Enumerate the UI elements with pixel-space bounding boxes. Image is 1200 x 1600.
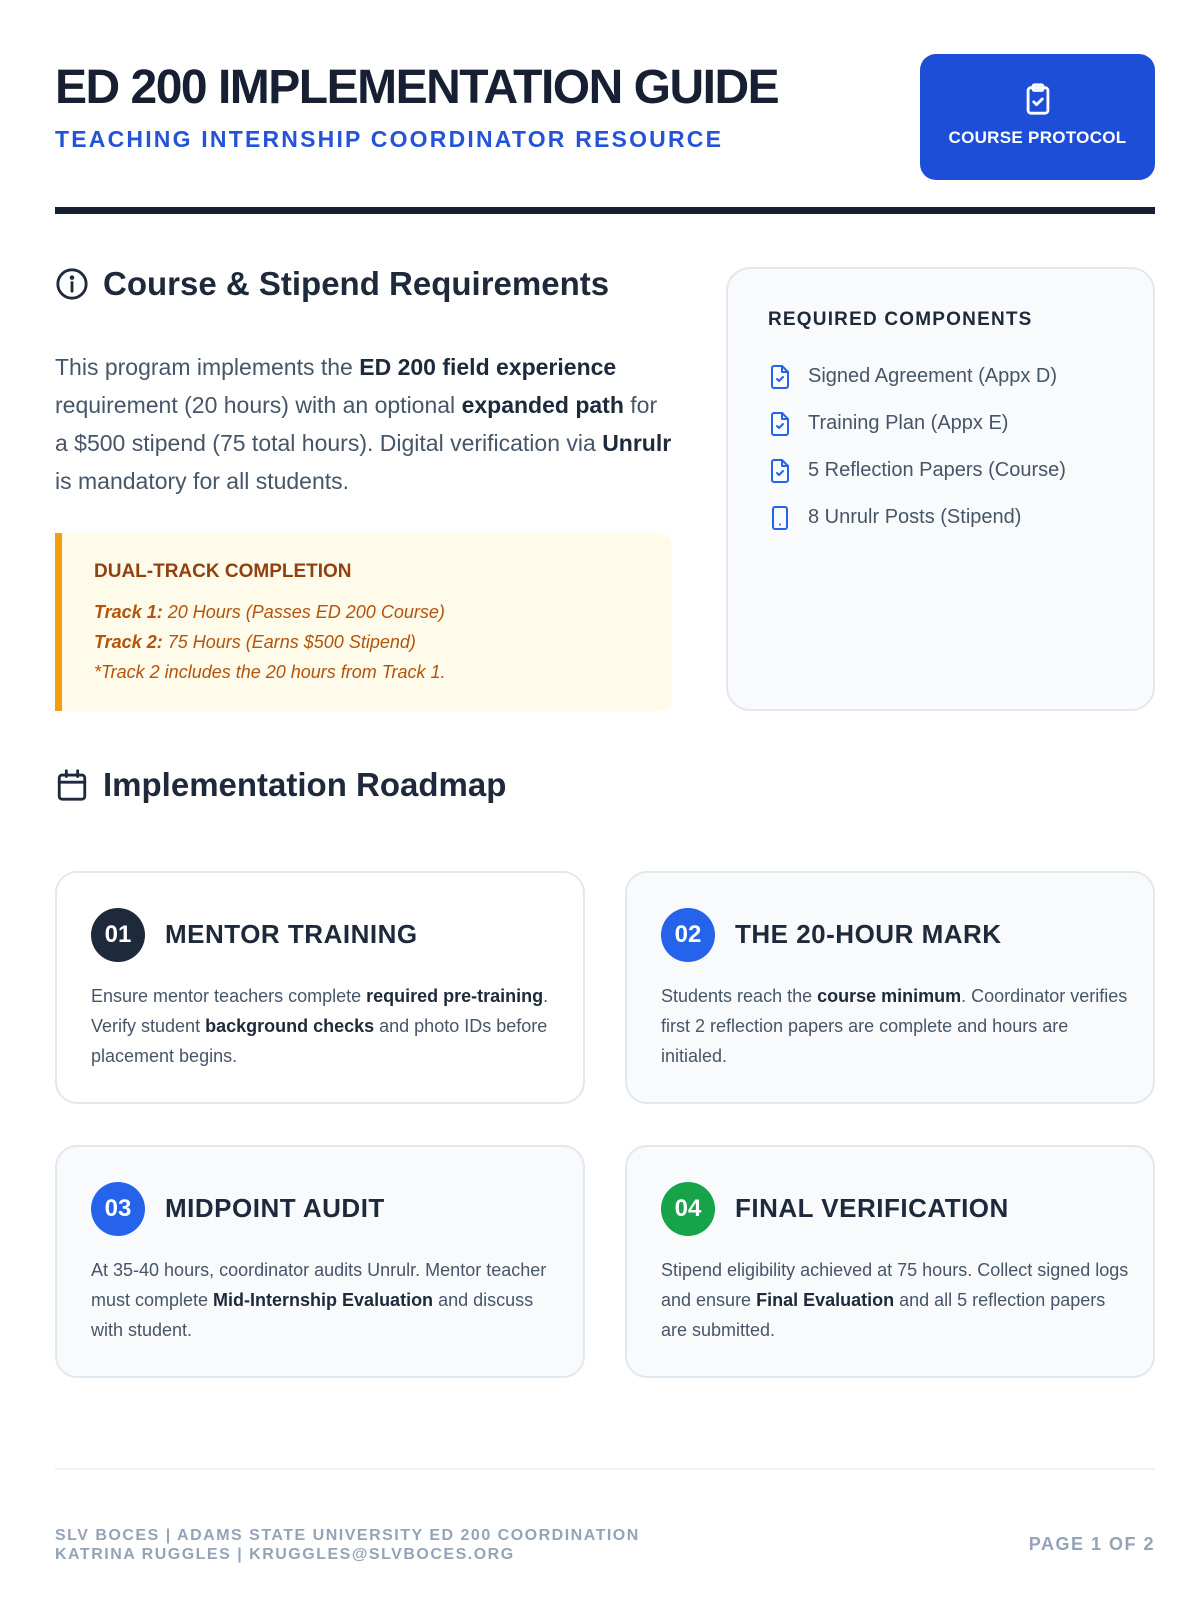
- course-protocol-label: COURSE PROTOCOL: [948, 128, 1127, 147]
- page-title: ED 200 IMPLEMENTATION GUIDE: [55, 61, 779, 114]
- calendar-icon: [55, 768, 89, 802]
- step-number-badge: 03: [91, 1182, 145, 1236]
- roadmap-step-20-hour-mark: [625, 871, 1155, 1104]
- page-header: [55, 54, 1155, 214]
- component-label: 8 Unrulr Posts (Stipend): [808, 506, 1022, 528]
- step-title: MENTOR TRAINING: [165, 919, 418, 949]
- list-item: [768, 400, 1113, 447]
- step-description: Students reach the course minimum. Coordinator verifies first 2 reflection papers are complete and hours are initialed.: [661, 986, 1128, 1066]
- required-components-card: [726, 267, 1155, 711]
- course-protocol-button[interactable]: [920, 54, 1155, 180]
- step-number-badge: 01: [91, 908, 145, 962]
- file-check-icon: [768, 411, 792, 437]
- roadmap-step-midpoint-audit: [55, 1145, 585, 1378]
- step-number-badge: 04: [661, 1182, 715, 1236]
- component-label: 5 Reflection Papers (Course): [808, 459, 1066, 481]
- step-number-badge: 02: [661, 908, 715, 962]
- footer-org-line: SLV BOCES | ADAMS STATE UNIVERSITY ED 200 COORDINATION: [55, 1527, 640, 1544]
- requirements-heading: [55, 265, 609, 303]
- step-title: THE 20-HOUR MARK: [735, 919, 1002, 949]
- dual-track-title: DUAL-TRACK COMPLETION: [94, 561, 352, 582]
- list-item: [768, 494, 1113, 541]
- requirements-intro: This program implements the ED 200 field experience requirement (20 hours) with an optional expanded path for a $500 stipend (75 total hours). Digital verification via Unrulr is mandatory for all students.: [55, 354, 672, 494]
- list-item: [768, 353, 1113, 400]
- step-title: FINAL VERIFICATION: [735, 1193, 1009, 1223]
- info-icon: [55, 267, 89, 301]
- page-footer: [55, 1468, 1155, 1568]
- file-check-icon: [768, 458, 792, 484]
- roadmap-step-mentor-training: [55, 871, 585, 1104]
- required-components-title: REQUIRED COMPONENTS: [768, 309, 1033, 330]
- component-label: Signed Agreement (Appx D): [808, 365, 1058, 387]
- requirements-heading-text: Course & Stipend Requirements: [103, 265, 610, 302]
- phone-icon: [768, 505, 792, 531]
- clipboard-check-icon: [1021, 80, 1055, 118]
- page-subtitle: TEACHING INTERNSHIP COORDINATOR RESOURCE: [55, 126, 724, 152]
- step-title: MIDPOINT AUDIT: [165, 1193, 385, 1223]
- list-item: [768, 447, 1113, 494]
- step-description: Ensure mentor teachers complete required pre-training. Verify student background checks and photo IDs before placement begins.: [91, 986, 549, 1066]
- page: [55, 0, 1155, 1600]
- track-2-line: Track 2: 75 Hours (Earns $500 Stipend): [94, 632, 416, 652]
- step-description: Stipend eligibility achieved at 75 hours. Collect signed logs and ensure Final Evaluation and all 5 reflection papers are submitted.: [661, 1260, 1129, 1340]
- roadmap-heading: [55, 766, 506, 804]
- file-check-icon: [768, 364, 792, 390]
- page-number: PAGE 1 OF 2: [1028, 1534, 1155, 1554]
- footer-contact-line: KATRINA RUGGLES | KRUGGLES@SLVBOCES.ORG: [55, 1546, 515, 1563]
- component-label: Training Plan (Appx E): [808, 412, 1009, 434]
- step-description: At 35-40 hours, coordinator audits Unrulr. Mentor teacher must complete Mid-Internship Evaluation and discuss with student.: [91, 1260, 547, 1340]
- roadmap-step-final-verification: [625, 1145, 1155, 1378]
- track-1-line: Track 1: 20 Hours (Passes ED 200 Course): [94, 602, 445, 622]
- track-note: *Track 2 includes the 20 hours from Track 1.: [94, 662, 446, 682]
- required-components-list: [768, 353, 1113, 541]
- footer-contact: [55, 1526, 640, 1564]
- dual-track-callout: [55, 533, 672, 711]
- roadmap-heading-text: Implementation Roadmap: [103, 766, 507, 803]
